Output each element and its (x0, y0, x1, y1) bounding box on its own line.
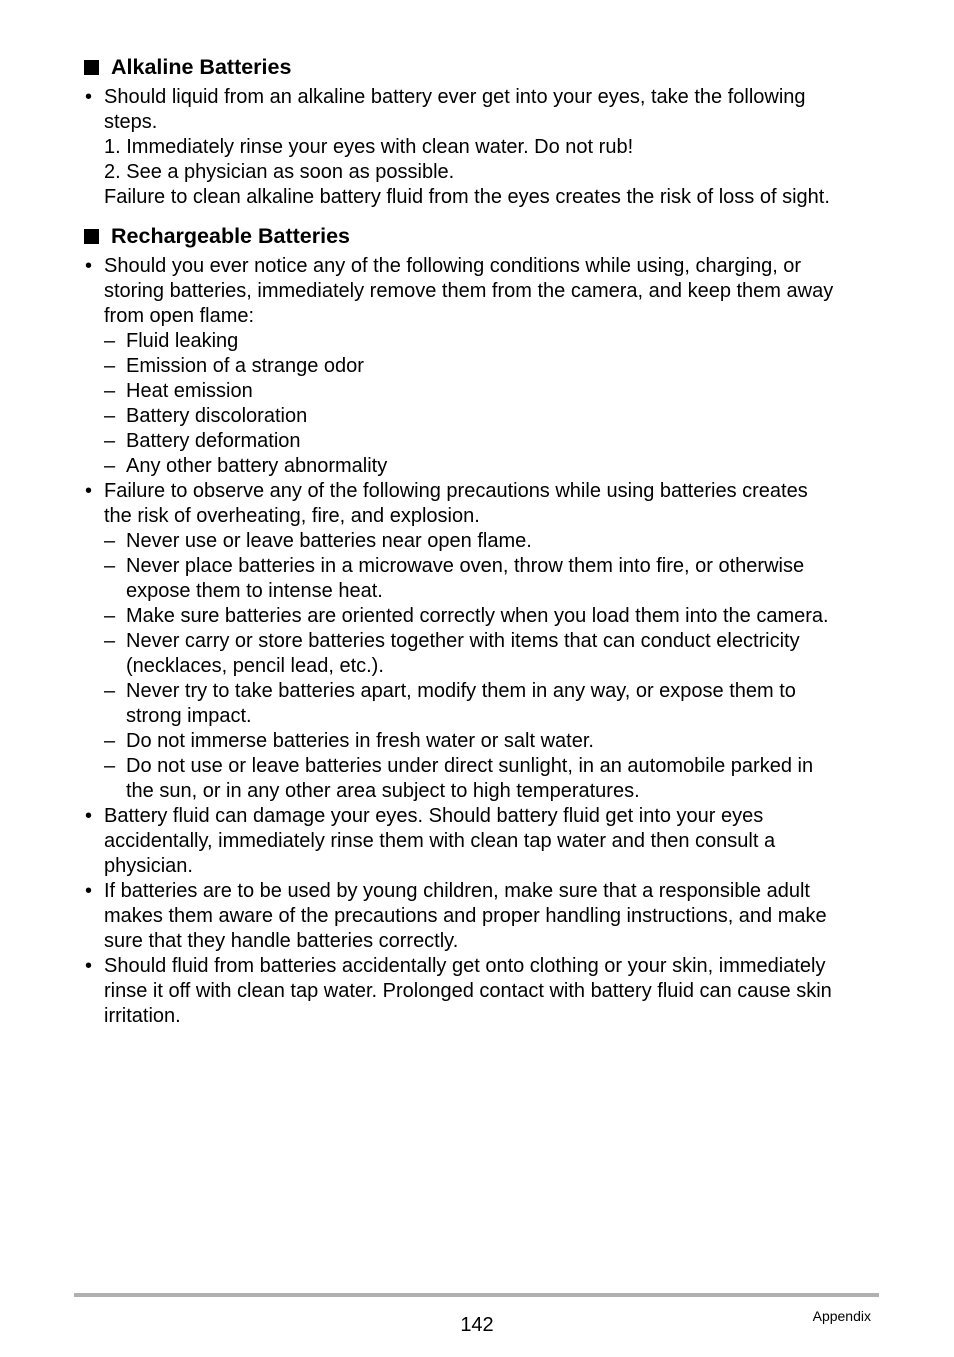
dash-icon: – (104, 755, 116, 777)
text-line: Any other battery abnormality (126, 455, 388, 477)
sub-list-item (104, 754, 884, 804)
text-line: Battery discoloration (126, 405, 308, 427)
footer-section-label: Appendix (812, 1308, 871, 1324)
section-heading-text: Alkaline Batteries (111, 55, 292, 79)
text-line: expose them to intense heat. (126, 580, 383, 602)
bullet-dot-icon: • (85, 805, 93, 827)
text-line: 1. Immediately rinse your eyes with clean water. Do not rub! (104, 136, 634, 158)
section-heading-rechargeable (84, 222, 884, 250)
text-line: 2. See a physician as soon as possible. (104, 161, 455, 183)
text-line: Should fluid from batteries accidentally get onto clothing or your skin, immediately (104, 955, 826, 977)
sub-list-item (104, 529, 884, 554)
dash-icon: – (104, 730, 116, 752)
text-line: If batteries are to be used by young children, make sure that a responsible adult (104, 880, 810, 902)
text-line: irritation. (104, 1005, 181, 1027)
page-number: 142 (460, 1314, 494, 1336)
sub-list-item (104, 329, 884, 354)
dash-icon: – (104, 330, 116, 352)
text-line: rinse it off with clean tap water. Prolonged contact with battery fluid can cause skin (104, 980, 832, 1002)
sub-list-item (104, 379, 884, 404)
text-line: physician. (104, 855, 193, 877)
text-line: Emission of a strange odor (126, 355, 364, 377)
text-line: (necklaces, pencil lead, etc.). (126, 655, 384, 677)
square-bullet-icon (84, 60, 99, 75)
sub-list-item (104, 454, 884, 479)
bullet-dot-icon: • (85, 86, 93, 108)
text-line: Failure to observe any of the following precautions while using batteries creates (104, 480, 808, 502)
text-line: the sun, or in any other area subject to high temperatures. (126, 780, 640, 802)
text-line: sure that they handle batteries correctly. (104, 930, 459, 952)
text-line: Never carry or store batteries together with items that can conduct electricity (126, 630, 800, 652)
list-item (84, 85, 884, 210)
sub-list-item (104, 604, 884, 629)
text-line: Failure to clean alkaline battery fluid from the eyes creates the risk of loss of sight. (104, 186, 830, 208)
dash-icon: – (104, 555, 116, 577)
dash-icon: – (104, 680, 116, 702)
text-line: Should liquid from an alkaline battery ever get into your eyes, take the following (104, 86, 806, 108)
text-line: Should you ever notice any of the following conditions while using, charging, or (104, 255, 802, 277)
text-line: the risk of overheating, fire, and explosion. (104, 505, 480, 527)
text-line: Battery fluid can damage your eyes. Should battery fluid get into your eyes (104, 805, 764, 827)
list-item (84, 804, 884, 879)
square-bullet-icon (84, 229, 99, 244)
text-line: from open flame: (104, 305, 255, 327)
sub-list-item (104, 354, 884, 379)
text-line: Battery deformation (126, 430, 301, 452)
bullet-dot-icon: • (85, 480, 93, 502)
dash-icon: – (104, 380, 116, 402)
text-line: Never use or leave batteries near open flame. (126, 530, 532, 552)
dash-icon: – (104, 405, 116, 427)
list-item (84, 479, 884, 804)
text-line: Heat emission (126, 380, 253, 402)
bullet-dot-icon: • (85, 880, 93, 902)
text-line: accidentally, immediately rinse them with clean tap water and then consult a (104, 830, 776, 852)
bullet-dot-icon: • (85, 955, 93, 977)
sub-list-item (104, 429, 884, 454)
dash-icon: – (104, 455, 116, 477)
section-heading-text: Rechargeable Batteries (111, 224, 350, 248)
sub-list-item (104, 554, 884, 604)
text-line: Make sure batteries are oriented correctly when you load them into the camera. (126, 605, 829, 627)
text-line: storing batteries, immediately remove them from the camera, and keep them away (104, 280, 834, 302)
text-line: makes them aware of the precautions and proper handling instructions, and make (104, 905, 827, 927)
dash-icon: – (104, 630, 116, 652)
dash-icon: – (104, 605, 116, 627)
text-line: Fluid leaking (126, 330, 239, 352)
text-line: strong impact. (126, 705, 252, 727)
list-item (84, 879, 884, 954)
dash-icon: – (104, 430, 116, 452)
text-line: Never try to take batteries apart, modify them in any way, or expose them to (126, 680, 796, 702)
list-item (84, 954, 884, 1029)
dash-icon: – (104, 355, 116, 377)
list-item (84, 254, 884, 479)
text-line: Do not use or leave batteries under direct sunlight, in an automobile parked in (126, 755, 814, 777)
text-line: Do not immerse batteries in fresh water or salt water. (126, 730, 594, 752)
sub-list-item (104, 404, 884, 429)
bullet-dot-icon: • (85, 255, 93, 277)
sub-list-item (104, 729, 884, 754)
text-line: steps. (104, 111, 158, 133)
sub-list-item (104, 629, 884, 679)
page-content (84, 53, 884, 1029)
footer-divider (74, 1293, 879, 1297)
sub-list-item (104, 679, 884, 729)
section-heading-alkaline (84, 53, 884, 81)
text-line: Never place batteries in a microwave oven, throw them into fire, or otherwise (126, 555, 805, 577)
dash-icon: – (104, 530, 116, 552)
